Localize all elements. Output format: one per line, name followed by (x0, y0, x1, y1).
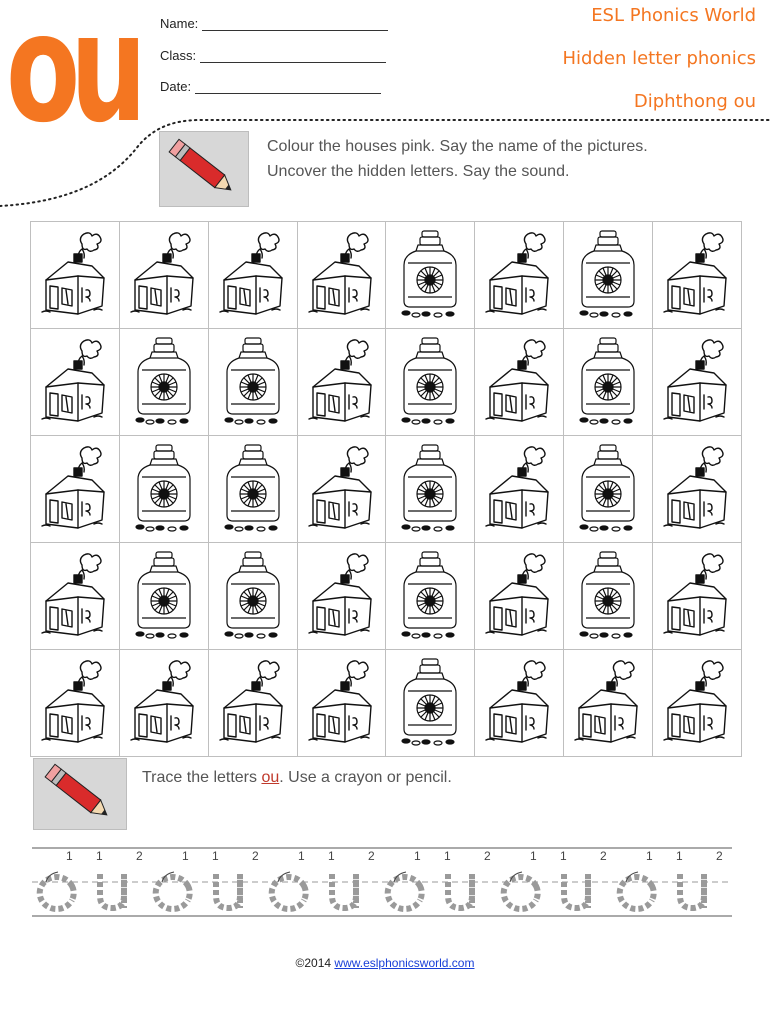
jar-icon (126, 548, 202, 644)
house-icon (660, 551, 734, 641)
house-cell[interactable] (31, 543, 120, 650)
trace-letters-highlight: ou (261, 769, 280, 786)
trace-letter-u (680, 874, 704, 908)
date-line[interactable] (195, 81, 381, 94)
house-cell[interactable] (653, 222, 742, 329)
jar-cell[interactable] (564, 436, 653, 543)
stroke-number: 1 (66, 849, 73, 863)
stroke-number: 1 (328, 849, 335, 863)
jar-cell[interactable] (564, 222, 653, 329)
instruction-line-1: Colour the houses pink. Say the name of the pictures. (267, 138, 648, 155)
house-cell[interactable] (297, 436, 386, 543)
house-icon (127, 230, 201, 320)
stroke-number: 1 (676, 849, 683, 863)
house-icon (216, 658, 290, 748)
stroke-number: 1 (212, 849, 219, 863)
class-line[interactable] (200, 50, 386, 63)
jar-icon (126, 334, 202, 430)
name-line[interactable] (202, 18, 388, 31)
house-cell[interactable] (564, 650, 653, 757)
name-field[interactable] (160, 16, 388, 31)
house-cell[interactable] (31, 222, 120, 329)
jar-cell[interactable] (208, 436, 297, 543)
jar-icon (570, 441, 646, 537)
jar-icon (392, 441, 468, 537)
jar-cell[interactable] (119, 543, 208, 650)
stroke-number: 1 (530, 849, 537, 863)
house-icon (38, 444, 112, 534)
stroke-number: 1 (298, 849, 305, 863)
house-cell[interactable] (297, 329, 386, 436)
jar-icon (392, 227, 468, 323)
date-field[interactable] (160, 79, 381, 94)
stroke-number: 2 (368, 849, 375, 863)
topic-title: Diphthong ou (633, 91, 756, 112)
stroke-number: 2 (716, 849, 723, 863)
copyright-text: ©2014 (295, 956, 335, 970)
jar-cell[interactable] (119, 329, 208, 436)
stroke-number: 2 (600, 849, 607, 863)
house-cell[interactable] (297, 222, 386, 329)
copyright (0, 956, 770, 970)
stroke-number: 2 (252, 849, 259, 863)
stroke-number: 1 (96, 849, 103, 863)
house-icon (660, 337, 734, 427)
trace-letter-u (332, 874, 356, 908)
house-icon (482, 551, 556, 641)
website-link[interactable]: www.eslphonicsworld.com (334, 956, 475, 970)
house-icon (38, 337, 112, 427)
jar-icon (215, 548, 291, 644)
stroke-number: 1 (444, 849, 451, 863)
jar-cell[interactable] (564, 543, 653, 650)
stroke-number: 1 (646, 849, 653, 863)
big-ou-letters: ou (6, 0, 137, 156)
pencil-icon-bottom (33, 758, 127, 830)
house-icon (216, 230, 290, 320)
stroke-number: 2 (484, 849, 491, 863)
house-icon (38, 551, 112, 641)
house-icon (305, 551, 379, 641)
jar-icon (570, 548, 646, 644)
jar-cell[interactable] (386, 436, 475, 543)
house-cell[interactable] (208, 650, 297, 757)
stroke-number: 2 (136, 849, 143, 863)
trace-letter-u (216, 874, 240, 908)
date-label: Date: (160, 79, 192, 94)
jar-icon (392, 655, 468, 751)
picture-grid (30, 221, 742, 757)
house-icon (660, 444, 734, 534)
grid-row (31, 436, 742, 543)
house-cell[interactable] (653, 329, 742, 436)
class-label: Class: (160, 48, 197, 63)
stroke-number: 1 (560, 849, 567, 863)
house-icon (660, 658, 734, 748)
house-cell[interactable] (475, 222, 564, 329)
tracing-guide[interactable] (32, 846, 732, 918)
house-icon (305, 444, 379, 534)
class-field[interactable] (160, 48, 386, 63)
jar-cell[interactable] (208, 543, 297, 650)
jar-icon (126, 441, 202, 537)
house-cell[interactable] (31, 436, 120, 543)
jar-cell[interactable] (564, 329, 653, 436)
worksheet-subtitle: Hidden letter phonics (562, 48, 756, 69)
instructions (267, 134, 648, 184)
jar-icon (570, 334, 646, 430)
house-icon (482, 658, 556, 748)
jar-icon (215, 334, 291, 430)
grid-row (31, 650, 742, 757)
house-cell[interactable] (31, 329, 120, 436)
trace-letter-u (100, 874, 124, 908)
house-icon (482, 444, 556, 534)
house-icon (305, 337, 379, 427)
house-icon (305, 230, 379, 320)
grid-row (31, 329, 742, 436)
house-icon (660, 230, 734, 320)
house-cell[interactable] (297, 543, 386, 650)
house-icon (305, 658, 379, 748)
house-cell[interactable] (119, 222, 208, 329)
instruction-line-2: Uncover the hidden letters. Say the sound. (267, 163, 570, 180)
house-cell[interactable] (119, 650, 208, 757)
trace-instruction-pre: Trace the letters (142, 769, 262, 786)
house-icon (482, 337, 556, 427)
jar-cell[interactable] (386, 329, 475, 436)
house-icon (127, 658, 201, 748)
grid-row (31, 543, 742, 650)
house-cell[interactable] (653, 543, 742, 650)
name-label: Name: (160, 16, 199, 31)
house-cell[interactable] (475, 543, 564, 650)
trace-letter-u (448, 874, 472, 908)
house-cell[interactable] (475, 329, 564, 436)
house-cell[interactable] (475, 436, 564, 543)
trace-instruction (142, 765, 452, 790)
stroke-number: 1 (182, 849, 189, 863)
jar-icon (392, 334, 468, 430)
house-cell[interactable] (297, 650, 386, 757)
stroke-number: 1 (414, 849, 421, 863)
jar-icon (392, 548, 468, 644)
house-cell[interactable] (653, 436, 742, 543)
jar-icon (570, 227, 646, 323)
grid-row (31, 222, 742, 329)
jar-cell[interactable] (386, 650, 475, 757)
house-icon (482, 230, 556, 320)
jar-cell[interactable] (386, 543, 475, 650)
house-cell[interactable] (653, 650, 742, 757)
house-icon (38, 658, 112, 748)
jar-cell[interactable] (208, 329, 297, 436)
trace-instruction-post: . Use a crayon or pencil. (279, 769, 452, 786)
trace-letter-u (564, 874, 588, 908)
jar-cell[interactable] (119, 436, 208, 543)
house-icon (571, 658, 645, 748)
pencil-icon (159, 131, 249, 207)
site-title: ESL Phonics World (591, 5, 756, 26)
house-icon (38, 230, 112, 320)
house-cell[interactable] (31, 650, 120, 757)
jar-cell[interactable] (386, 222, 475, 329)
house-cell[interactable] (475, 650, 564, 757)
jar-icon (215, 441, 291, 537)
house-cell[interactable] (208, 222, 297, 329)
